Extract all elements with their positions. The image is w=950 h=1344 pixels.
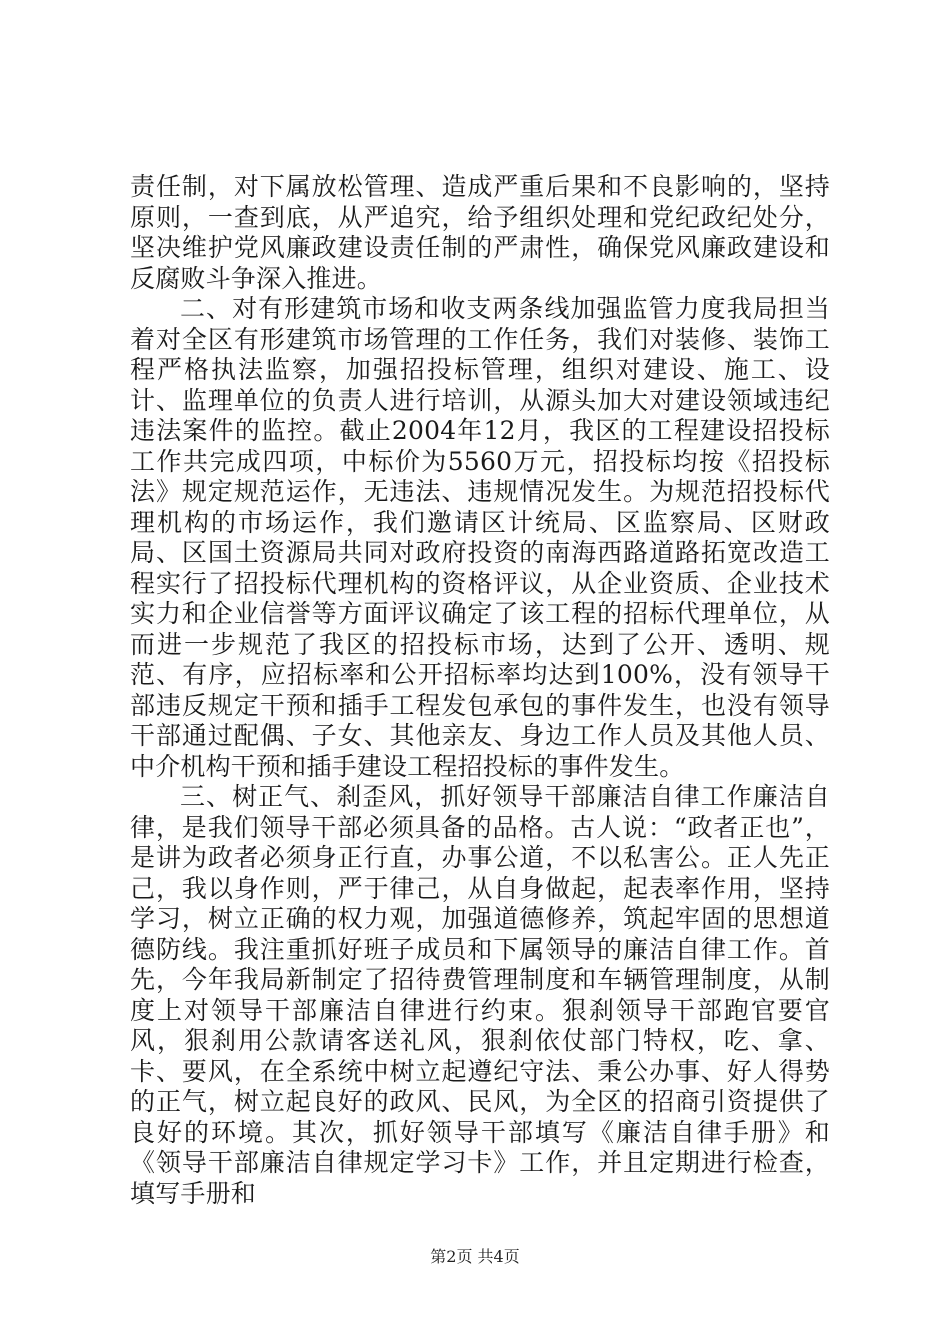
paragraph-section-three: 三、树正气、刹歪风，抓好领导干部廉洁自律工作廉洁自律，是我们领导干部必须具备的品格。古人说：“政者正也”，是讲为政者必须身正行直，办事公道，不以私害公。正人先正己，我以身作则，严于律己，从自身做起，起表率作用，坚持学习，树立正确的权力观，加强道德修养，筑起牢固的思想道德防线。我注重抓好班子成员和下属领导的廉洁自律工作。首先，今年我局新制定了招待费管理制度和车辆管理制度，从制度上对领导干部廉洁自律进行约束。狠刹领导干部跑官要官风，狠刹用公款请客送礼风，狠刹依仗部门特权，吃、拿、卡、要风，在全系统中树立起遵纪守法、秉公办事、好人得势的正气，树立起良好的政风、民风，为全区的招商引资提供了良好的环境。其次，抓好领导干部填写《廉洁自律手册》和《领导干部廉洁自律规定学习卡》工作，并且定期进行检查，填写手册和 xyxy=(130,782,830,1208)
paragraph-section-two: 二、对有形建筑市场和收支两条线加强监管力度我局担当着对全区有形建筑市场管理的工作任务，我们对装修、装饰工程严格执法监察，加强招投标管理，组织对建设、施工、设计、监理单位的负责人进行培训，从源头加大对建设领域违纪违法案件的监控。截止2004年12月，我区的工程建设招投标工作共完成四项，中标价为5560万元，招投标均按《招投标法》规定规范运作，无违法、违规情况发生。为规范招投标代理机构的市场运作，我们邀请区计统局、区监察局、区财政局、区国土资源局共同对政府投资的南海西路道路拓宽改造工程实行了招投标代理机构的资格评议，从企业资质、企业技术实力和企业信誉等方面评议确定了该工程的招标代理单位，从而进一步规范了我区的招投标市场，达到了公开、透明、规范、有序，应招标率和公开招标率均达到100%，没有领导干部违反规定干预和插手工程发包承包的事件发生，也没有领导干部通过配偶、子女、其他亲友、身边工作人员及其他人员、中介机构干预和插手建设工程招投标的事件发生。 xyxy=(130,294,830,781)
document-body xyxy=(130,172,830,1209)
page-footer: 第2页 共4页 xyxy=(430,1247,520,1266)
paragraph-continuation: 责任制，对下属放松管理、造成严重后果和不良影响的，坚持原则，一查到底，从严追究，给予组织处理和党纪政纪处分，坚决维护党风廉政建设责任制的严肃性，确保党风廉政建设和反腐败斗争深入推进。 xyxy=(130,172,830,293)
